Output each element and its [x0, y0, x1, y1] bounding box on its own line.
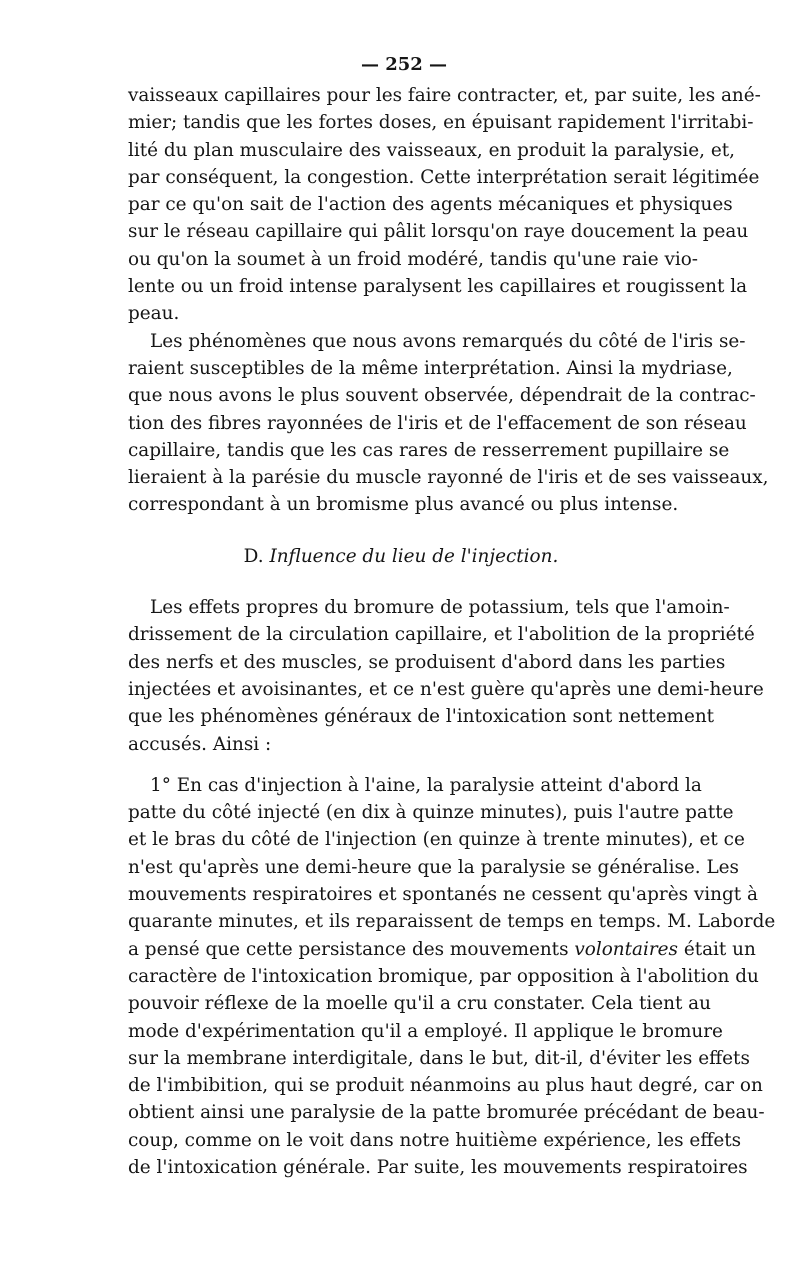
text-line: drissement de la circulation capillaire, et l'abolition de la propriété [128, 624, 755, 646]
text-line: de l'imbibition, qui se produit néanmoins au plus haut degré, car on [128, 1075, 763, 1097]
text-line: n'est qu'après une demi-heure que la paralysie se généralise. Les [128, 856, 739, 878]
paragraph-2 [128, 328, 769, 519]
text-line: Les effets propres du bromure de potassium, tels que l'amoin- [150, 597, 730, 619]
book-page [128, 52, 776, 1181]
text-line: patte du côté injecté (en dix à quinze minutes), puis l'autre patte [128, 802, 734, 824]
section-title: Influence du lieu de l'injection. [269, 545, 559, 567]
text-segment: était un [677, 938, 756, 960]
text-line: correspondant à un bromisme plus avancé ou plus intense. [128, 494, 679, 516]
text-line: et le bras du côté de l'injection (en quinze à trente minutes), et ce [128, 829, 745, 851]
text-line-with-italic [128, 936, 756, 963]
text-line: pouvoir réflexe de la moelle qu'il a cru constater. Cela tient au [128, 993, 711, 1015]
text-line: des nerfs et des muscles, se produisent d'abord dans les parties [128, 651, 726, 673]
text-line: vaisseaux capillaires pour les faire contracter, et, par suite, les ané- [128, 85, 761, 106]
text-line: caractère de l'intoxication bromique, par opposition à l'abolition du [128, 965, 759, 987]
text-line: capillaire, tandis que les cas rares de resserrement pupillaire se [128, 439, 730, 461]
text-line: sur le réseau capillaire qui pâlit lorsqu'on raye doucement la peau [128, 221, 749, 243]
text-line: raient susceptibles de la même interprétation. Ainsi la mydriase, [128, 357, 733, 379]
paragraph-4 [128, 772, 776, 1181]
text-line: mouvements respiratoires et spontanés ne cessent qu'après vingt à [128, 884, 758, 906]
text-line: accusés. Ainsi : [128, 733, 272, 755]
text-line: lente ou un froid intense paralysent les capillaires et rougissent la [128, 276, 748, 298]
text-line: sur la membrane interdigitale, dans le but, dit-il, d'éviter les effets [128, 1047, 750, 1069]
page-number: — 252 — [360, 54, 448, 75]
text-line: Les phénomènes que nous avons remarqués du côté de l'iris se- [150, 330, 746, 352]
text-line: mode d'expérimentation qu'il a employé. Il applique le bromure [128, 1020, 723, 1042]
text-line: ou qu'on la soumet à un froid modéré, tandis qu'une raie vio- [128, 248, 699, 270]
text-line: lieraient à la parésie du muscle rayonné de l'iris et de ses vaisseaux, [128, 467, 769, 489]
text-segment: a pensé que cette persistance des mouvements [128, 938, 575, 960]
text-line: peau. [128, 303, 180, 325]
paragraph-1 [128, 82, 761, 328]
text-line: que les phénomènes généraux de l'intoxication sont nettement [128, 706, 715, 728]
text-line: injectées et avoisinantes, et ce n'est guère qu'après une demi-heure [128, 678, 764, 700]
italic-word: volontaires [574, 938, 678, 960]
text-line: par ce qu'on sait de l'action des agents mécaniques et physiques [128, 194, 733, 216]
text-line: coup, comme on le voit dans notre huitième expérience, les effets [128, 1129, 742, 1151]
text-line: mier; tandis que les fortes doses, en épuisant rapidement l'irritabi- [128, 112, 754, 134]
text-line: de l'intoxication générale. Par suite, les mouvements respiratoires [128, 1156, 748, 1178]
paragraph-3 [128, 594, 764, 758]
text-line: obtient ainsi une paralysie de la patte bromurée précédant de beau- [128, 1102, 765, 1124]
section-heading [128, 543, 674, 570]
text-line: 1° En cas d'injection à l'aine, la paralysie atteint d'abord la [150, 774, 702, 796]
text-line: lité du plan musculaire des vaisseaux, en produit la paralysie, et, [128, 139, 735, 161]
text-line: que nous avons le plus souvent observée, dépendrait de la contrac- [128, 385, 756, 407]
text-line: tion des fibres rayonnées de l'iris et de l'effacement de son réseau [128, 412, 747, 434]
section-label: D. [243, 545, 264, 567]
text-line: par conséquent, la congestion. Cette interprétation serait légitimée [128, 166, 760, 188]
text-line: quarante minutes, et ils reparaissent de temps en temps. M. Laborde [128, 911, 776, 933]
